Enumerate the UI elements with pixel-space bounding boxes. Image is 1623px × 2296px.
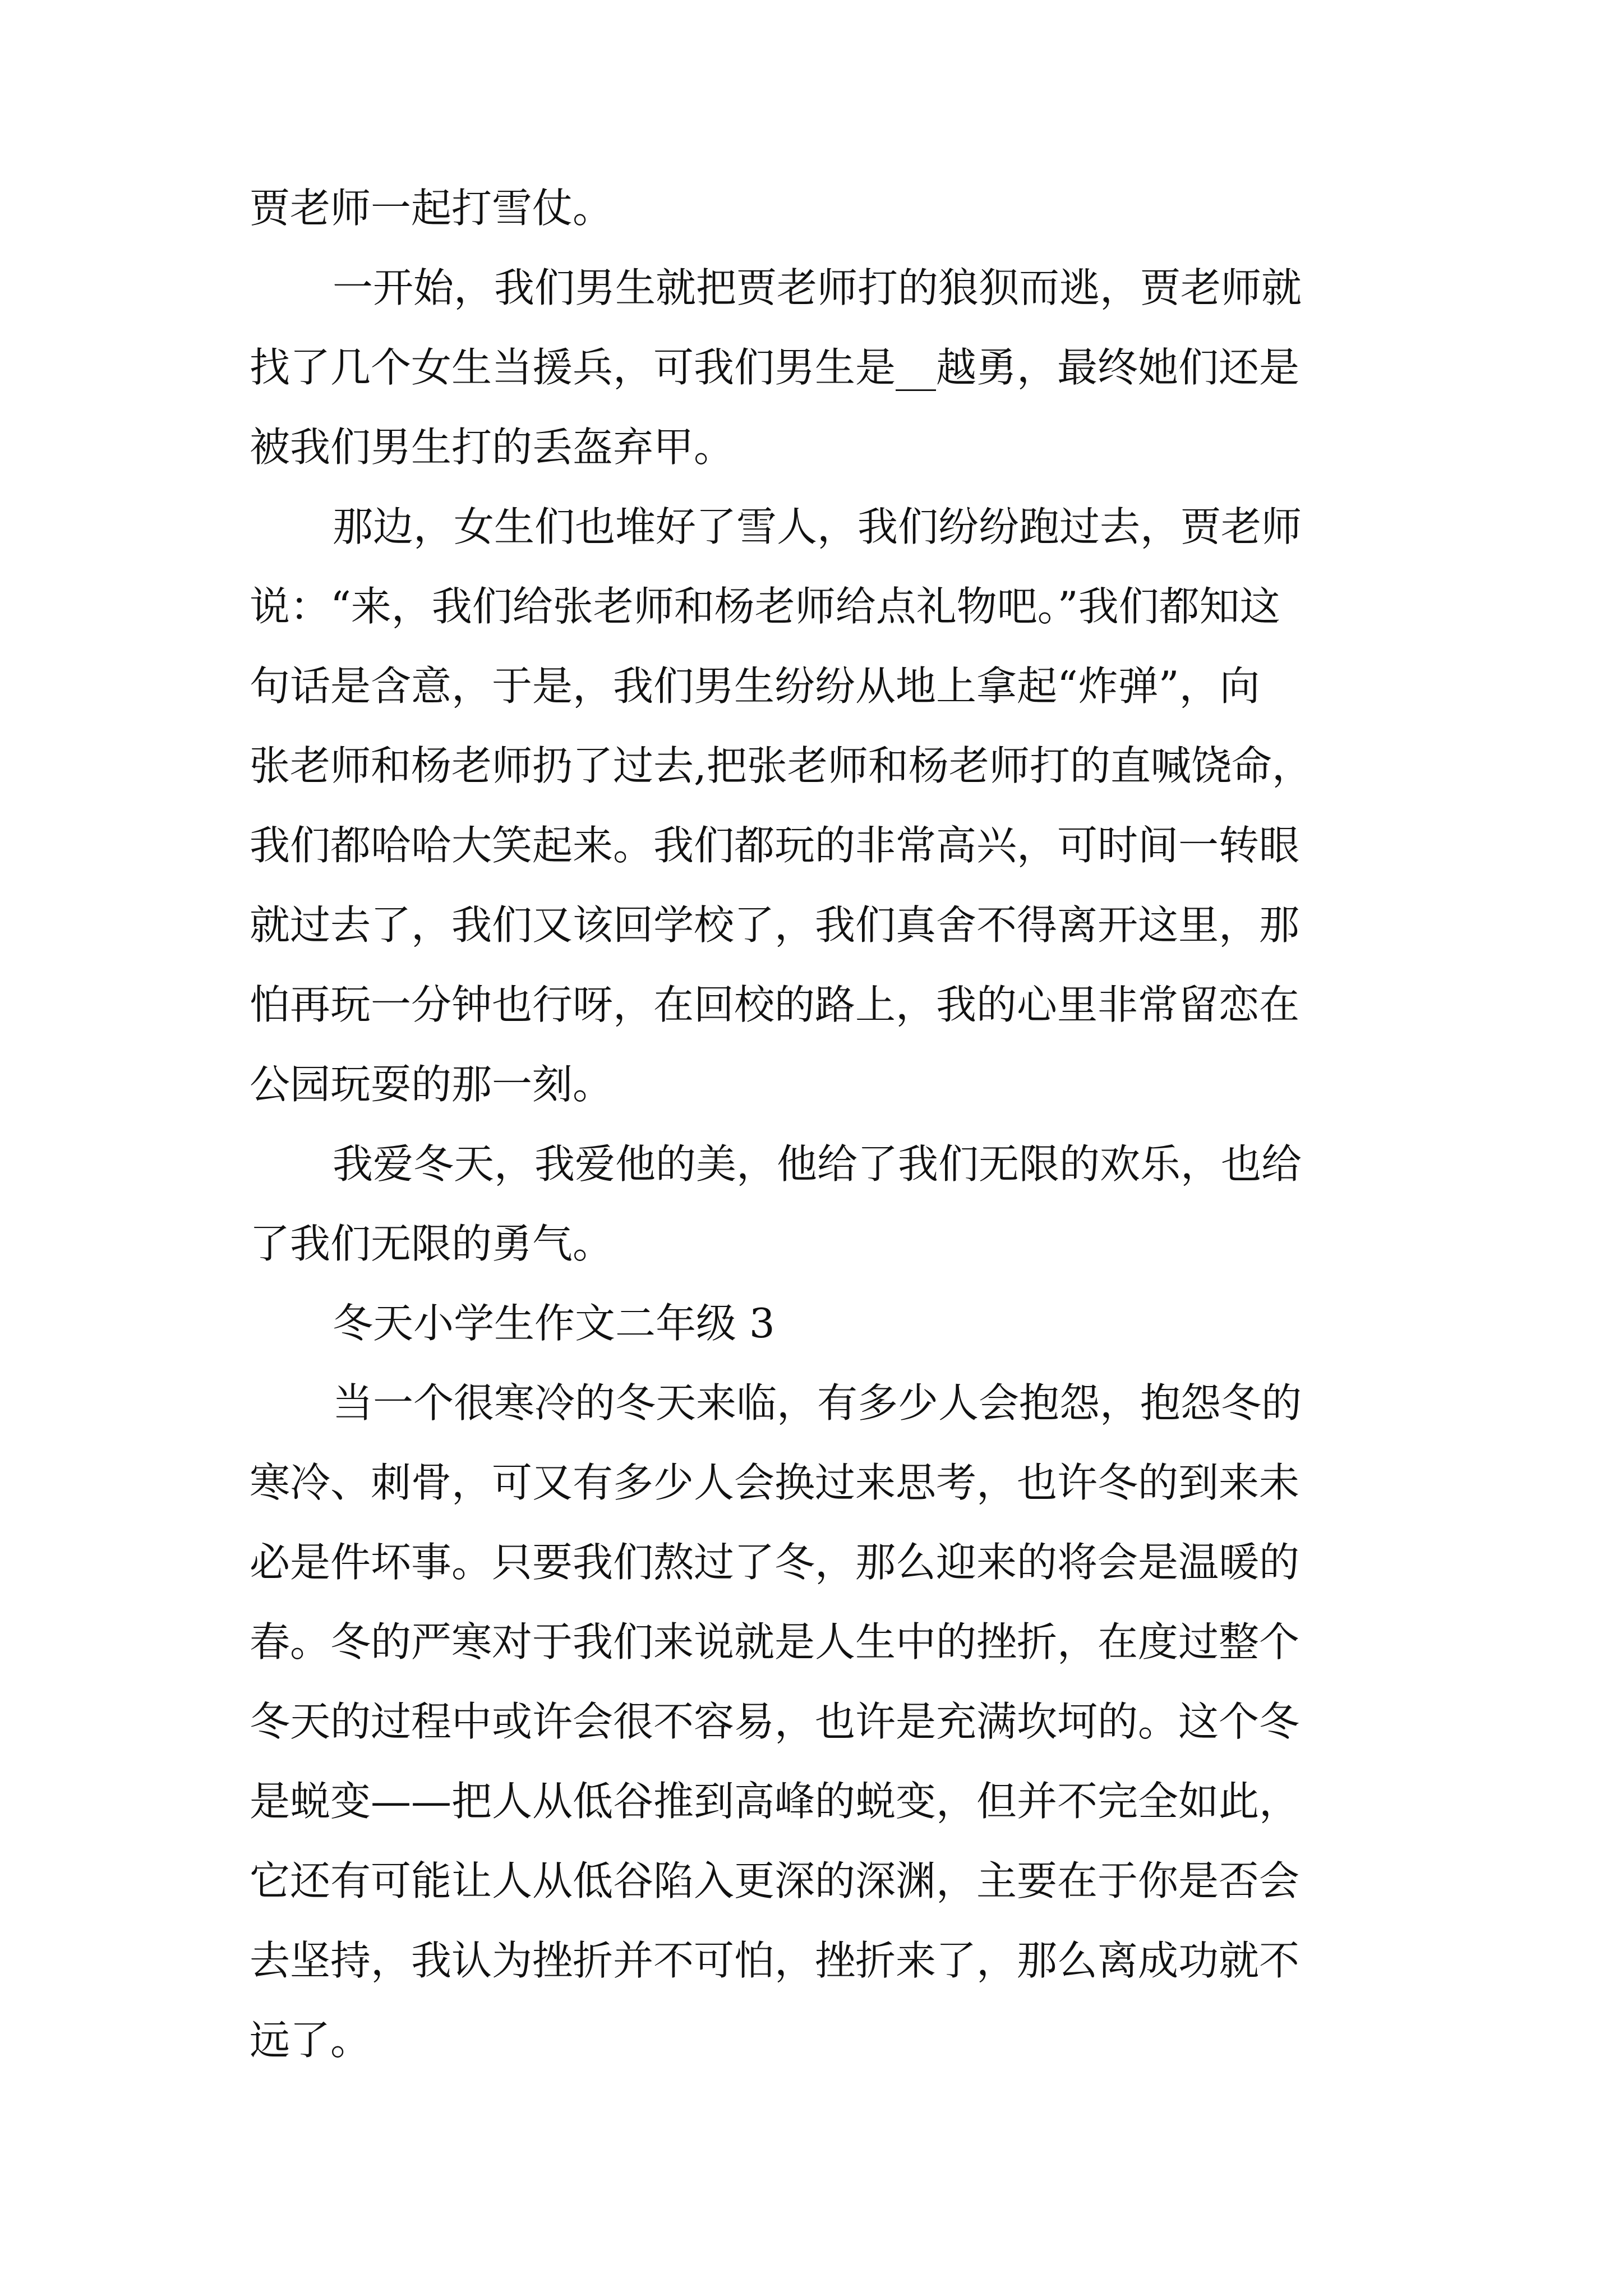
text-line: 就过去了，我们又该回学校了，我们真舍不得离开这里，那 (250, 901, 1300, 949)
section-title-text: 冬天小学生作文二年级 3 (333, 1300, 775, 1347)
text-line: 当一个很寒冷的冬天来临，有多少人会抱怨，抱怨冬的 (333, 1379, 1302, 1427)
paragraph (250, 248, 1380, 487)
section-title (250, 1283, 1380, 1363)
text-line: 找了几个女生当援兵，可我们男生是__越勇，最终她们还是 (250, 344, 1300, 391)
text-line: 被我们男生打的丢盔弃甲。 (250, 424, 735, 471)
text-line: 公园玩耍的那一刻。 (250, 1061, 614, 1108)
text-line: 贾老师一起打雪仗。 (250, 185, 614, 232)
paragraph (250, 1363, 1380, 2080)
text-line: 必是件坏事。只要我们熬过了冬，那么迎来的将会是温暖的 (250, 1539, 1300, 1586)
text-line: 句话是含意，于是，我们男生纷纷从地上拿起“炸弹”，向 (250, 662, 1260, 710)
text-line: 它还有可能让人从低谷陷入更深的深渊，主要在于你是否会 (250, 1857, 1300, 1904)
text-line: 怕再玩一分钟也行呀，在回校的路上，我的心里非常留恋在 (250, 981, 1300, 1028)
text-line: 寒冷、刺骨，可又有多少人会换过来思考，也许冬的到来未 (250, 1459, 1300, 1506)
text-line: 远了。 (250, 2017, 371, 2064)
text-line: 春。冬的严寒对于我们来说就是人生中的挫折，在度过整个 (250, 1618, 1300, 1665)
text-line: 一开始，我们男生就把贾老师打的狼狈而逃，贾老师就 (333, 264, 1302, 311)
text-line: 我爱冬天，我爱他的美，他给了我们无限的欢乐，也给 (333, 1140, 1302, 1188)
document-body (250, 168, 1380, 2080)
text-line: 张老师和杨老师扔了过去,把张老师和杨老师打的直喊饶命， (250, 742, 1312, 789)
text-line: 是蜕变——把人从低谷推到高峰的蜕变，但并不完全如此， (250, 1778, 1300, 1825)
text-line: 去坚持，我认为挫折并不可怕，挫折来了，那么离成功就不 (250, 1937, 1300, 1984)
paragraph (250, 168, 1380, 248)
text-line: 了我们无限的勇气。 (250, 1220, 614, 1267)
paragraph (250, 487, 1380, 1124)
paragraph (250, 1124, 1380, 1283)
text-line: 我们都哈哈大笑起来。我们都玩的非常高兴，可时间一转眼 (250, 822, 1300, 869)
text-line: 冬天的过程中或许会很不容易，也许是充满坎坷的。这个冬 (250, 1698, 1300, 1745)
text-line: 那边，女生们也堆好了雪人，我们纷纷跑过去，贾老师 (333, 503, 1302, 550)
text-line: 说：“来，我们给张老师和杨老师给点礼物吧。”我们都知这 (250, 583, 1280, 630)
